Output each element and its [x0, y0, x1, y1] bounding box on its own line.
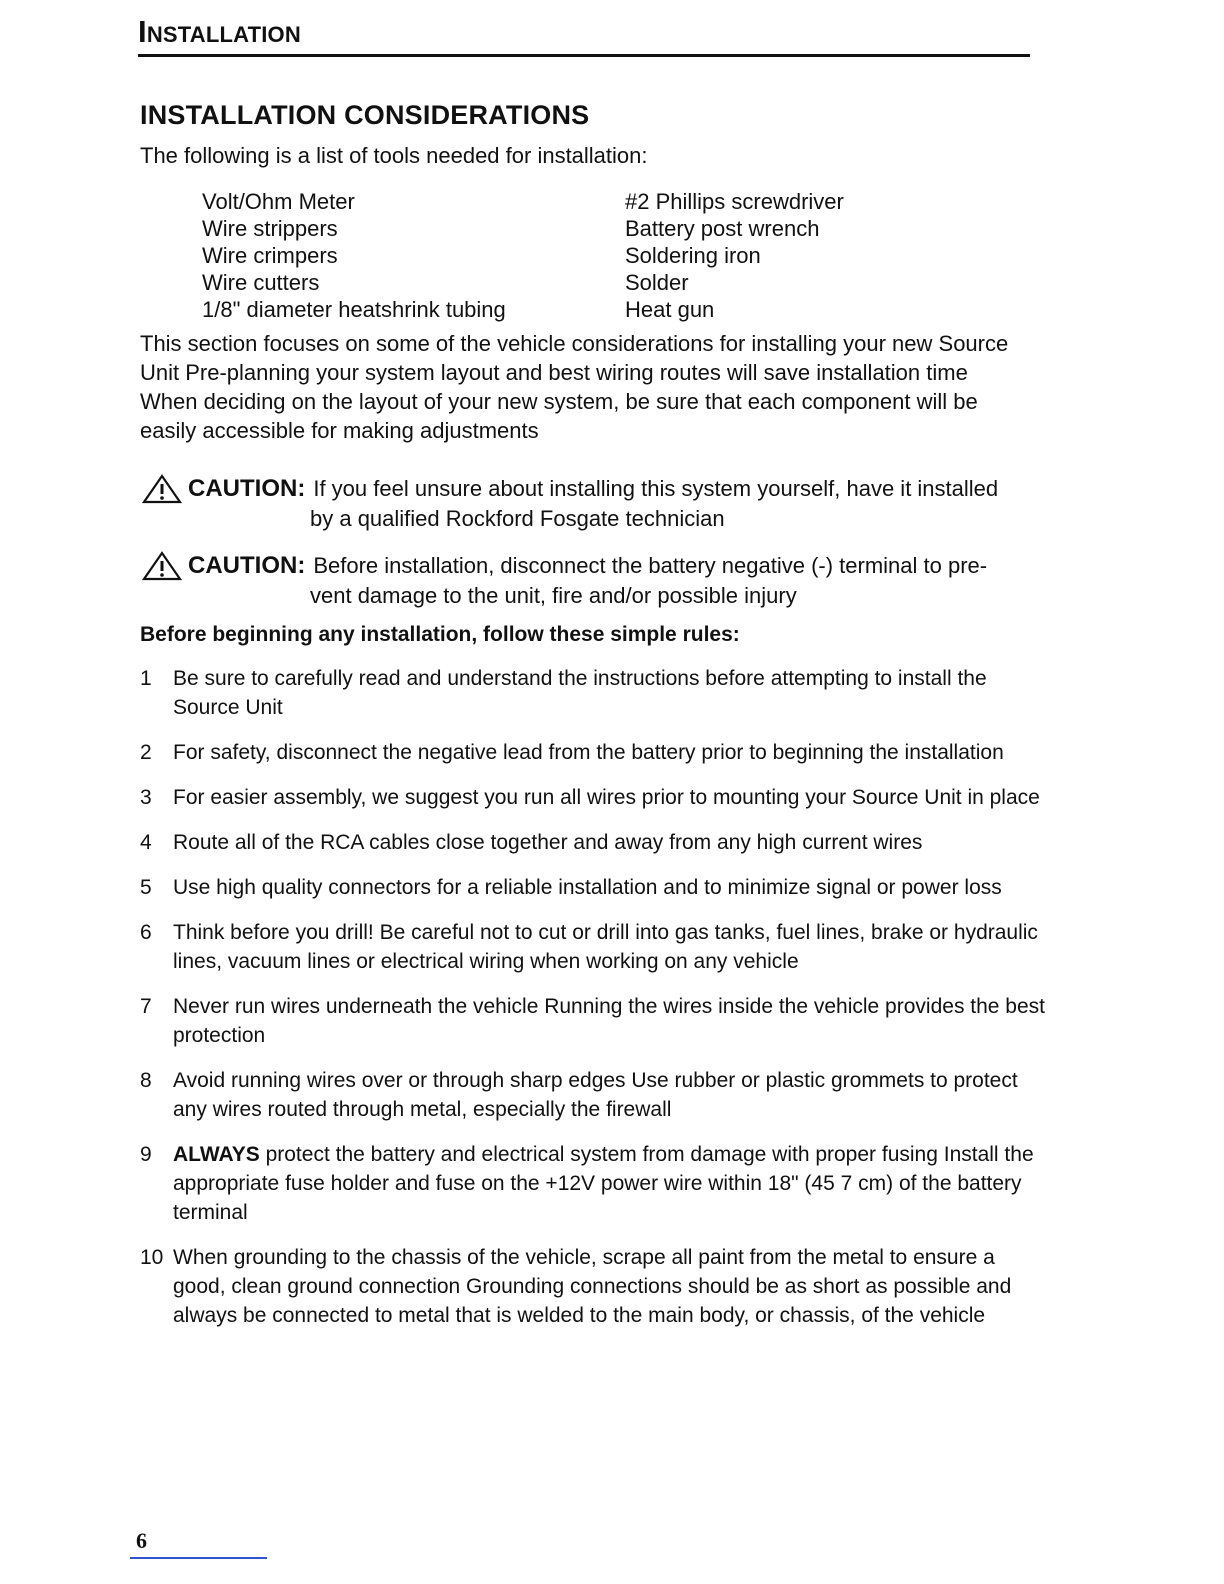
tool-item: Wire crimpers [202, 243, 338, 268]
caution-text: by a qualified Rockford Fosgate technician [310, 506, 725, 531]
page-number: 6 [136, 1528, 147, 1553]
rule-text: Never run wires underneath the vehicle Running the wires inside the vehicle provides the best protection [173, 995, 1045, 1047]
tool-item: 1/8" diameter heatshrink tubing [202, 297, 506, 322]
caution-label: CAUTION: [188, 475, 306, 502]
warning-triangle-icon [140, 551, 184, 581]
tools-list [202, 188, 902, 323]
section-title: INSTALLATION CONSIDERATIONS [140, 100, 590, 130]
paragraph-line: easily accessible for making adjustments [140, 418, 539, 443]
rule-number: 9 [140, 1143, 152, 1166]
section-intro: The following is a list of tools needed for installation: [140, 143, 648, 168]
rule-item [140, 1066, 1050, 1124]
page-header [138, 14, 1030, 57]
tool-item: Heat gun [625, 297, 715, 322]
tool-item: Solder [625, 270, 689, 295]
rule-item [140, 1140, 1050, 1227]
tool-item: Volt/Ohm Meter [202, 189, 355, 214]
header-title: Installation [138, 14, 301, 49]
rule-item [140, 873, 1050, 902]
caution-notice [140, 551, 1060, 611]
rule-text: Avoid running wires over or through sharp edges Use rubber or plastic grommets to protect any wires routed through metal, especially the firewall [173, 1069, 1018, 1121]
rule-item [140, 918, 1050, 976]
rule-emphasis: ALWAYS [173, 1143, 260, 1166]
rule-text: Be sure to carefully read and understand the instructions before attempting to install the Source Unit [173, 667, 987, 719]
rule-number: 4 [140, 831, 152, 854]
rule-number: 6 [140, 921, 152, 944]
rules-heading: Before beginning any installation, follow these simple rules: [140, 623, 740, 646]
footer-divider [130, 1557, 267, 1559]
caution-label: CAUTION: [188, 552, 306, 579]
rule-item [140, 992, 1050, 1050]
caution-text: Before installation, disconnect the battery negative (-) terminal to pre- [313, 553, 988, 578]
rule-number: 5 [140, 876, 152, 899]
rule-number: 1 [140, 667, 152, 690]
rules-list [140, 664, 1050, 1346]
tool-row [202, 269, 902, 296]
tool-row [202, 215, 902, 242]
caution-text: vent damage to the unit, fire and/or possible injury [310, 583, 797, 608]
rule-text [173, 1140, 1050, 1227]
rule-item [140, 1243, 1050, 1330]
caution-notice [140, 474, 1060, 534]
rule-number: 2 [140, 741, 152, 764]
rule-number: 10 [140, 1246, 164, 1269]
rule-text-body: protect the battery and electrical system from damage with proper fusing Install the appropriate fuse holder and fuse on the +12V power wire within 18" (45 7 cm) of the battery terminal [173, 1143, 1034, 1224]
tool-item: #2 Phillips screwdriver [625, 189, 844, 214]
rule-text: Route all of the RCA cables close together and away from any high current wires [173, 831, 923, 854]
tool-row [202, 296, 902, 323]
tool-item: Soldering iron [625, 243, 761, 268]
considerations-paragraph [140, 329, 1060, 445]
paragraph-line: When deciding on the layout of your new system, be sure that each component will be [140, 389, 978, 414]
rule-item [140, 783, 1050, 812]
rule-text: For easier assembly, we suggest you run all wires prior to mounting your Source Unit in place [173, 786, 1040, 809]
tool-row [202, 188, 902, 215]
caution-text: If you feel unsure about installing this system yourself, have it installed [313, 476, 999, 501]
rule-text: Think before you drill! Be careful not to cut or drill into gas tanks, fuel lines, brake or hydraulic lines, vacuum lines or electrical wiring when working on any vehicle [173, 921, 1038, 973]
tool-row [202, 242, 902, 269]
rule-number: 3 [140, 786, 152, 809]
rule-text: When grounding to the chassis of the vehicle, scrape all paint from the metal to ensure a good, clean ground connection Grounding connections should be as short as possible and always be connected to metal that is welded to the main body, or chassis, of the vehicle [173, 1246, 1012, 1327]
rule-text: Use high quality connectors for a reliable installation and to minimize signal or power loss [173, 876, 1002, 899]
rule-item [140, 828, 1050, 857]
rule-text: For safety, disconnect the negative lead from the battery prior to beginning the installation [173, 741, 1004, 764]
paragraph-line: This section focuses on some of the vehicle considerations for installing your new Source [140, 331, 1009, 356]
rule-number: 8 [140, 1069, 152, 1092]
tool-item: Battery post wrench [625, 216, 820, 241]
warning-triangle-icon [140, 474, 184, 504]
tool-item: Wire strippers [202, 216, 338, 241]
paragraph-line: Unit Pre-planning your system layout and best wiring routes will save installation time [140, 360, 968, 385]
rule-item [140, 738, 1050, 767]
tool-item: Wire cutters [202, 270, 320, 295]
rule-item [140, 664, 1050, 722]
rule-number: 7 [140, 995, 152, 1018]
